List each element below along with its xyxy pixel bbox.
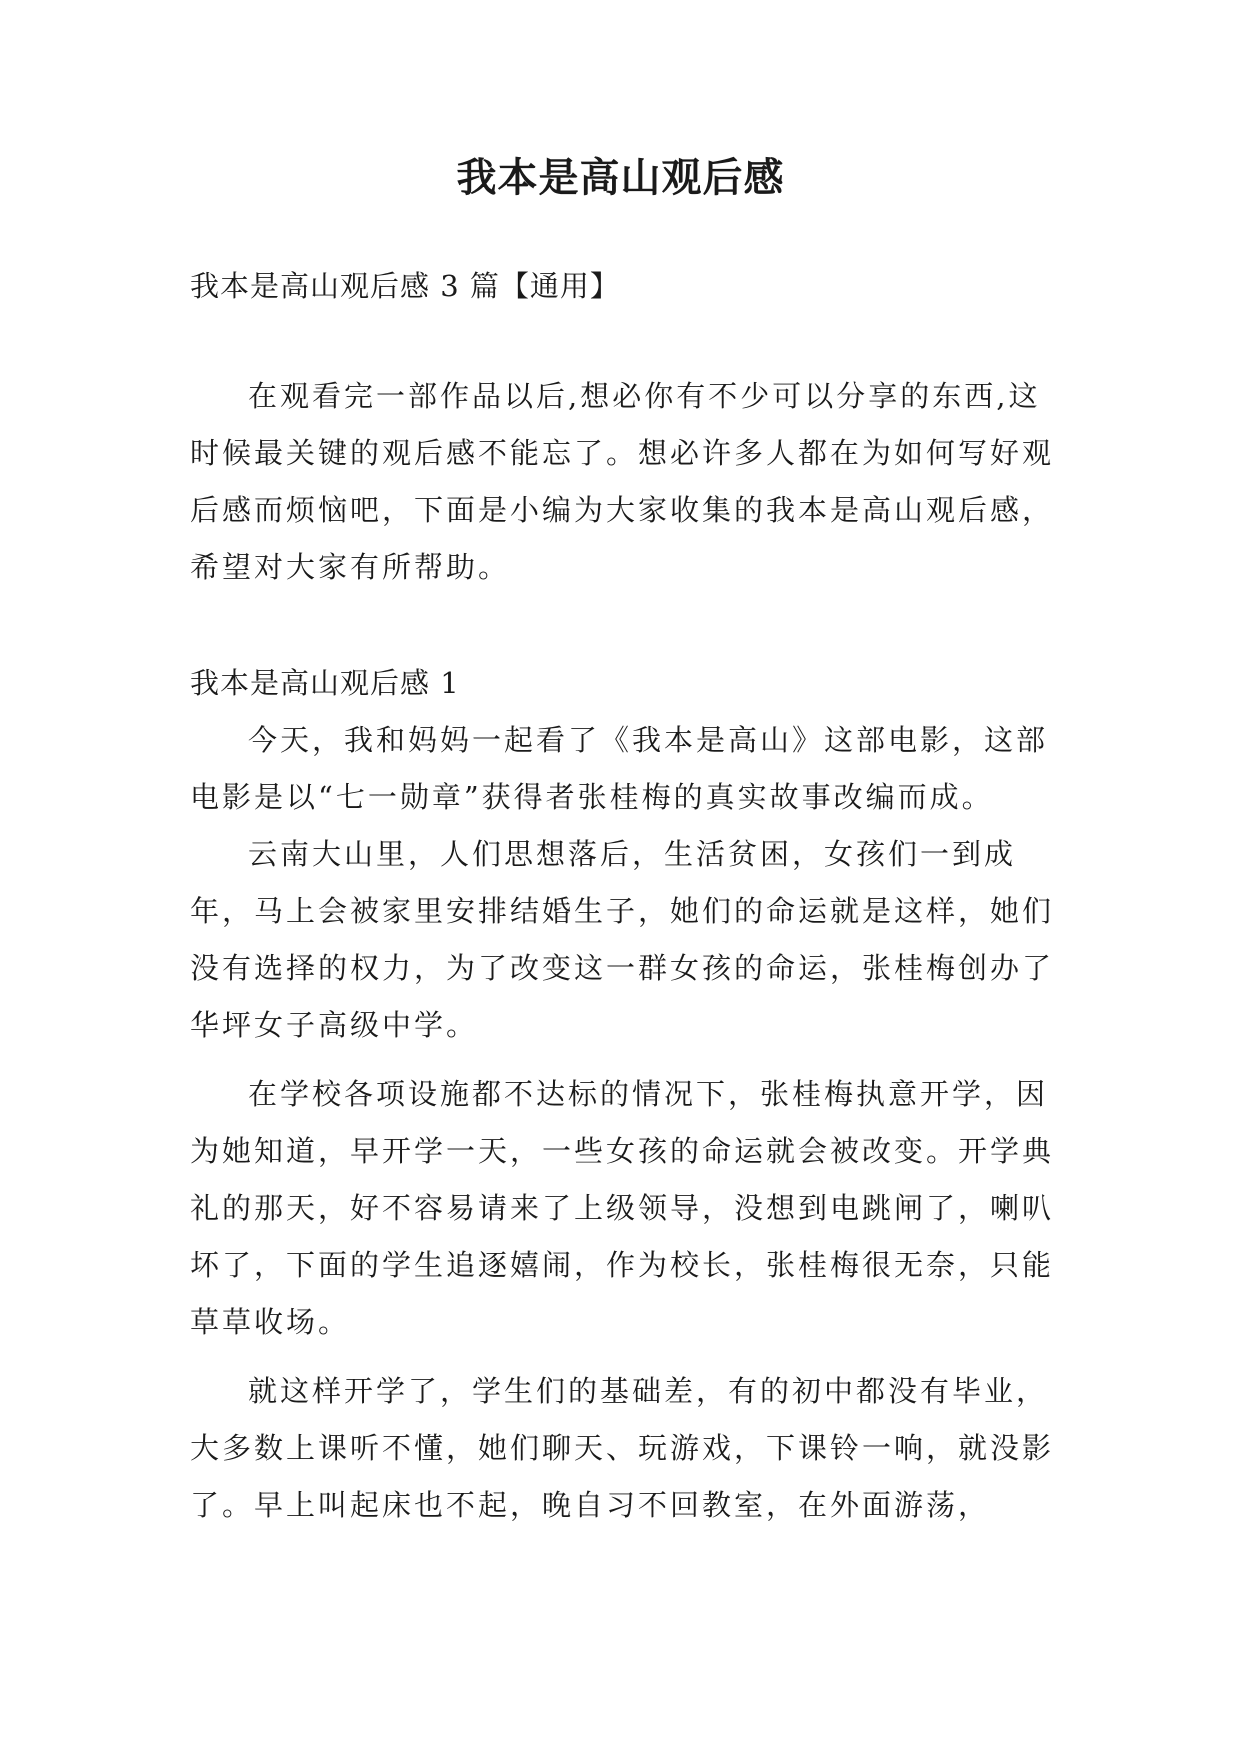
body-paragraph: 今天，我和妈妈一起看了《我本是高山》这部电影，这部电影是以“七一勋章”获得者张桂梅的真实故事改编而成。 xyxy=(190,723,1049,814)
document-subtitle: 我本是高山观后感 3 篇【通用】 xyxy=(190,269,620,303)
section-heading: 我本是高山观后感 1 xyxy=(190,666,460,700)
body-paragraph: 云南大山里，人们思想落后，生活贫困，女孩们一到成年，马上会被家里安排结婚生子，她们的命运就是这样，她们没有选择的权力，为了改变这一群女孩的命运，张桂梅创办了华坪女子高级中学。 xyxy=(190,837,1055,1042)
document-title: 我本是高山观后感 xyxy=(456,154,785,201)
intro-paragraph: 在观看完一部作品以后,想必你有不少可以分享的东西,这时候最关键的观后感不能忘了。想必许多人都在为如何写好观后感而烦恼吧，下面是小编为大家收集的我本是高山观后感，希望对大家有所帮助。 xyxy=(190,379,1055,584)
body-paragraph: 在学校各项设施都不达标的情况下，张桂梅执意开学，因为她知道，早开学一天，一些女孩的命运就会被改变。开学典礼的那天，好不容易请来了上级领导，没想到电跳闸了，喇叭坏了，下面的学生追逐嬉闹，作为校长，张桂梅很无奈，只能草草收场。 xyxy=(190,1077,1055,1339)
body-paragraph: 就这样开学了，学生们的基础差，有的初中都没有毕业，大多数上课听不懂，她们聊天、玩游戏，下课铃一响，就没影了。早上叫起床也不起，晚自习不回教室，在外面游荡， xyxy=(190,1374,1055,1522)
document-body xyxy=(190,258,1060,1534)
